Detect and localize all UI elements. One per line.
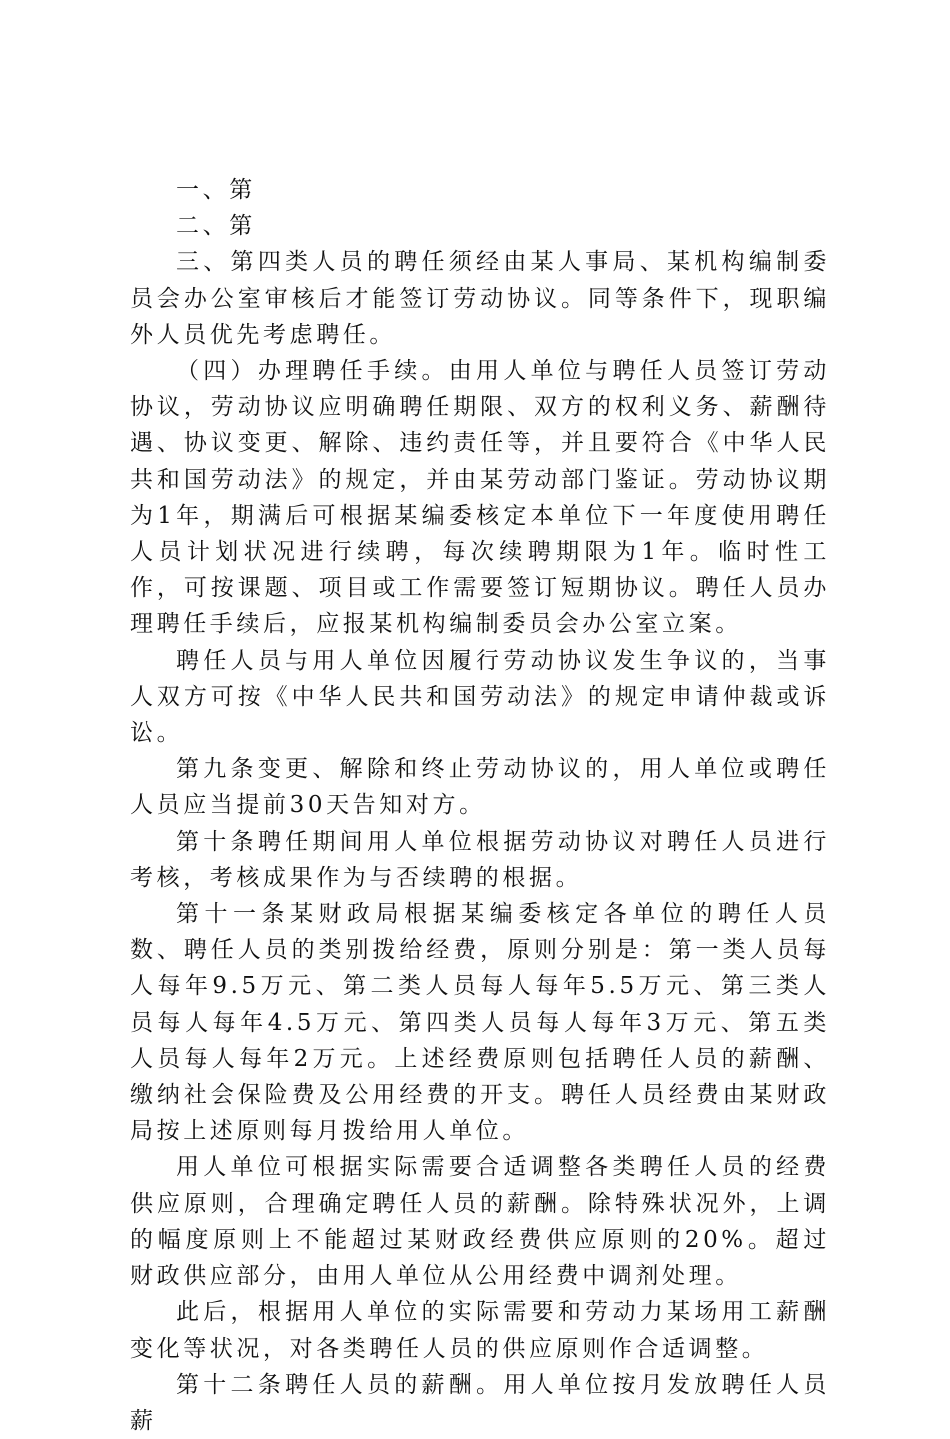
paragraph-7: 第十条聘任期间用人单位根据劳动协议对聘任人员进行考核，考核成果作为与否续聘的根据。 bbox=[130, 828, 830, 891]
paragraph-6: 第九条变更、解除和终止劳动协议的，用人单位或聘任人员应当提前30天告知对方。 bbox=[130, 756, 830, 819]
paragraph-2: 二、第 bbox=[176, 213, 256, 240]
paragraph-5: 聘任人员与用人单位因履行劳动协议发生争议的，当事人双方可按《中华人民共和国劳动法》的规定申请仲裁或诉讼。 bbox=[130, 647, 830, 747]
paragraph-1: 一、第 bbox=[176, 177, 256, 203]
paragraph-8: 第十一条某财政局根据某编委核定各单位的聘任人员数、聘任人员的类别拨给经费，原则分别是：第一类人员每人每年9.5万元、第二类人员每人每年5.5万元、第三类人员每人每年4.5万元、第四类人员每人每年3万元、第五类人员每人每年2万元。上述经费原则包括聘任人员的薪酬、缴纳社会保险费及公用经费的开支。聘任人员经费由某财政局按上述原则每月拨给用人单位。 bbox=[130, 901, 830, 1145]
paragraph-4: （四）办理聘任手续。由用人单位与聘任人员签订劳动协议，劳动协议应明确聘任期限、双方的权利义务、薪酬待遇、协议变更、解除、违约责任等，并且要符合《中华人民共和国劳动法》的规定，并由某劳动部门鉴证。劳动协议期为1年，期满后可根据某编委核定本单位下一年度使用聘任人员计划状况进行续聘，每次续聘期限为1年。临时性工作，可按课题、项目或工作需要签订短期协议。聘任人员办理聘任手续后，应报某机构编制委员会办公室立案。 bbox=[130, 358, 830, 638]
document-body bbox=[130, 172, 830, 1439]
paragraph-9: 用人单位可根据实际需要合适调整各类聘任人员的经费供应原则，合理确定聘任人员的薪酬。除特殊状况外，上调的幅度原则上不能超过某财政经费供应原则的20%。超过财政供应部分，由用人单位从公用经费中调剂处理。 bbox=[130, 1154, 830, 1290]
paragraph-3: 三、第四类人员的聘任须经由某人事局、某机构编制委员会办公室审核后才能签订劳动协议。同等条件下，现职编外人员优先考虑聘任。 bbox=[130, 249, 830, 348]
paragraph-10: 此后，根据用人单位的实际需要和劳动力某场用工薪酬变化等状况，对各类聘任人员的供应原则作合适调整。 bbox=[130, 1299, 830, 1362]
paragraph-11: 第十二条聘任人员的薪酬。用人单位按月发放聘任人员薪 bbox=[130, 1371, 830, 1434]
